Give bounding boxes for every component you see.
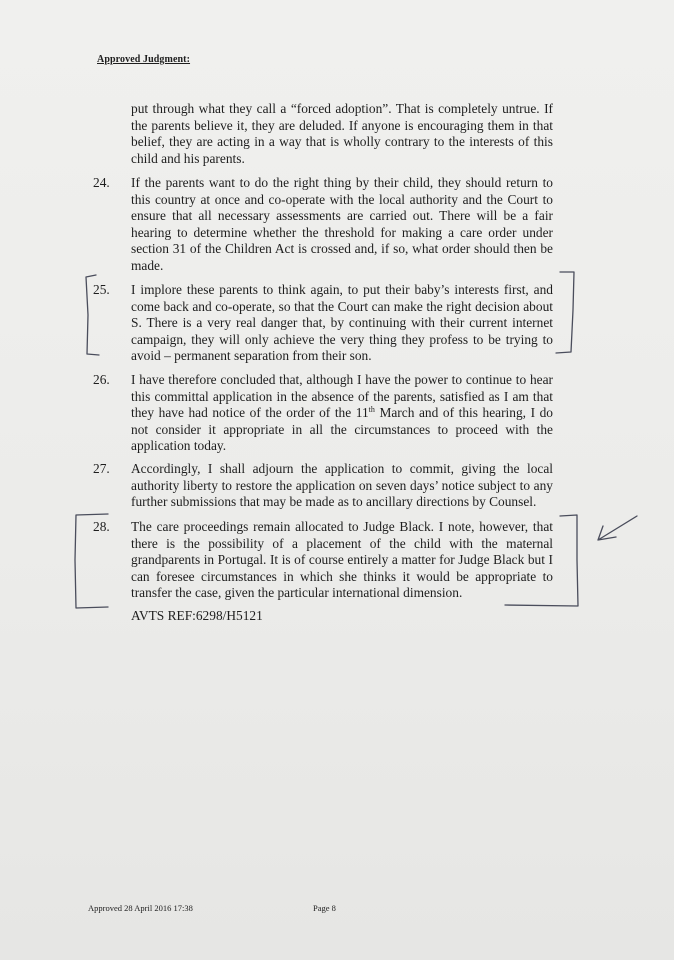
left-box-paragraph-28 [75,514,108,608]
paragraph-text-part: I have therefore concluded that, although I have the power to continue to hear this committal application in the absence of the parents, satisfied as I am that they have had notice of the order of the 11 [131,372,553,421]
paragraph-text: I implore these parents to think again, to put their baby’s interests first, and come back and co-operate, so that the Court can make the right decision about S. There is a very real danger that, by continuing with their current internet campaign, they will only achieve the very thing they profess to be trying to avoid – permanent separation from their son. [131,282,553,364]
right-box-paragraph-28 [505,515,578,606]
paragraph-text-part: March and of this hearing, I do not consider it appropriate in all the circumstances to proceed with the application today. [131,405,553,454]
reference-code: AVTS REF:6298/H5121 [131,608,263,623]
ordinal-superscript: th [368,405,375,415]
paragraph-number: 25. [93,282,110,297]
paragraph-text: If the parents want to do the right thing by their child, they should return to this country at once and co-operate with the local authority and the Court to ensure that all necessary assessments are carried out. There will be a fair hearing to determine whether the threshold for making a care order under section 31 of the Children Act is crossed and, if so, what order should then be made. [131,175,553,273]
paragraph-text: The care proceedings remain allocated to Judge Black. I note, however, that there is the possibility of a placement of the child with the maternal grandparents in Portugal. It is of course entirely a matter for Judge Black but I can foresee circumstances in which she thinks it would be appropriate to transfer the case, given the particular international dimension. [131,519,553,601]
paragraph-number: 28. [93,519,110,534]
paragraph-number: 26. [93,372,110,387]
arrow-icon [598,516,637,540]
paragraph-text: Accordingly, I shall adjourn the application to commit, giving the local authority liberty to restore the application on seven days’ notice subject to any further submissions that may be made as to ancillary directions by Counsel. [131,461,553,510]
footer-page-number: Page 8 [313,903,336,913]
footer-approved-date: Approved 28 April 2016 17:38 [88,903,193,913]
left-bracket-paragraph-25 [86,275,99,355]
right-bracket-paragraph-25 [556,272,574,353]
continued-paragraph-text: put through what they call a “forced adoption”. That is completely untrue. If the parents believe it, they are deluded. If anyone is encouraging them in that belief, they are acting in a way that is wholly contrary to the interests of this child and his parents. [131,101,553,166]
paragraph-number: 27. [93,461,110,476]
paragraph-number: 24. [93,175,110,190]
page-header-title: Approved Judgment: [97,54,191,65]
